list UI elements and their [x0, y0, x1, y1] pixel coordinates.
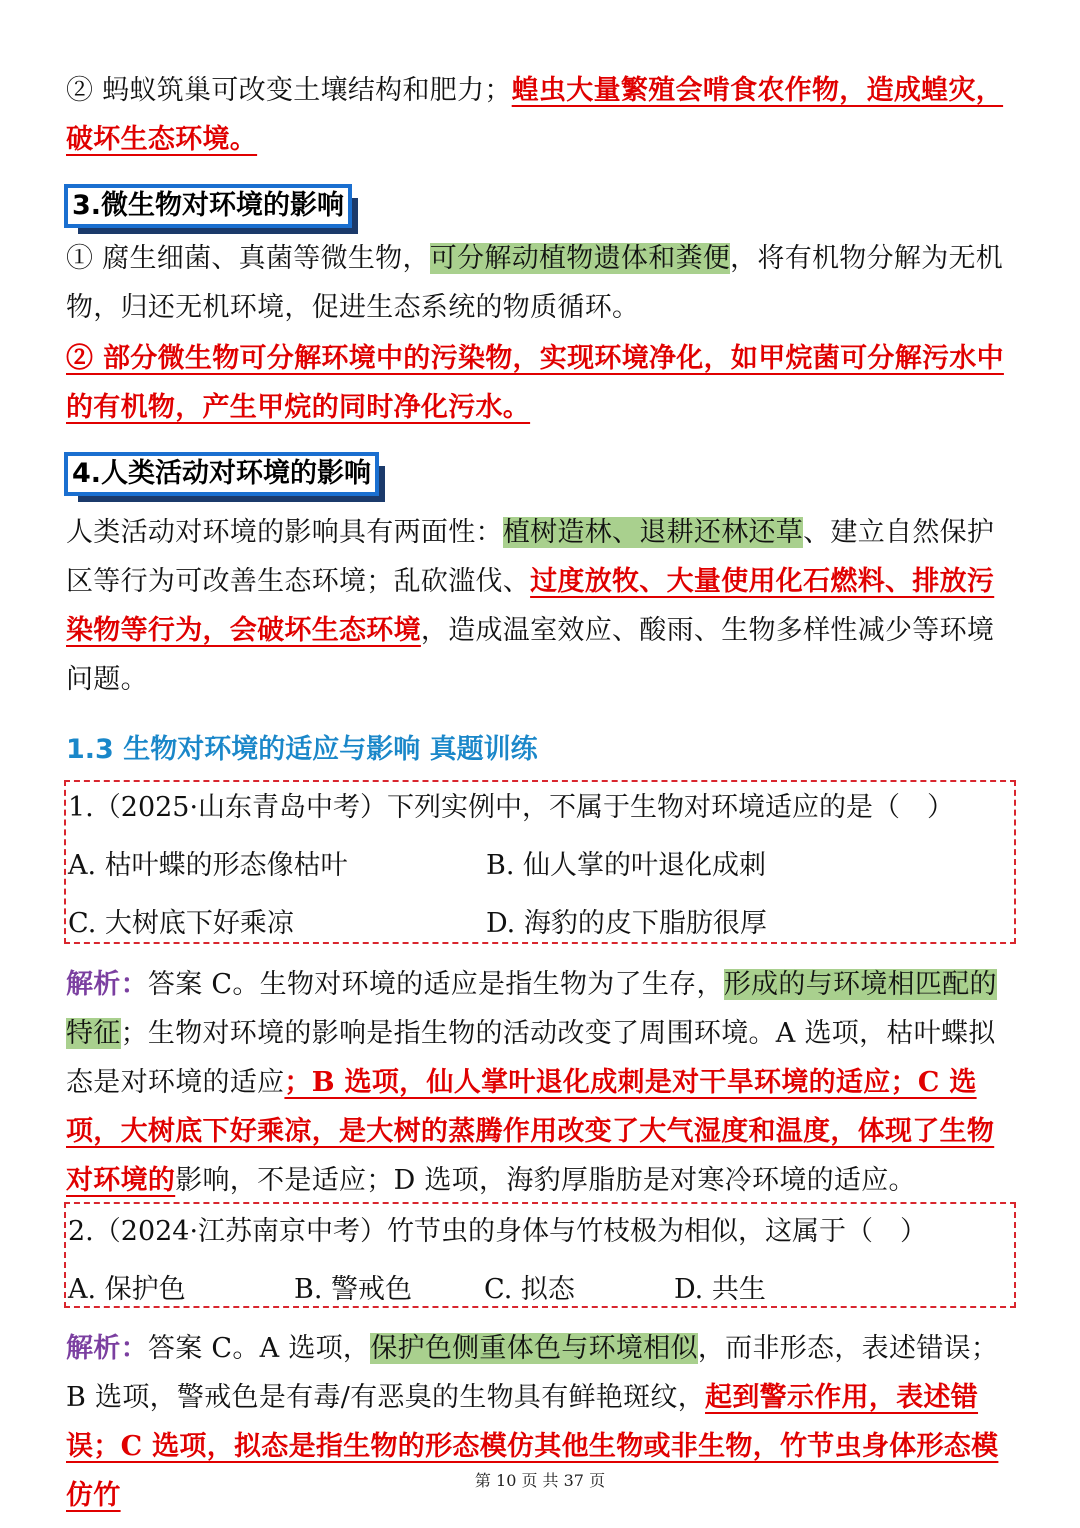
question-2-option-a: A. 保护色 [68, 1274, 186, 1305]
section3-heading [64, 184, 352, 228]
section4-text-b: 、建立自然保护区等行为可改善生态环境；乱砍滥伐、 [66, 517, 995, 597]
question-2-option-d: D. 共生 [674, 1274, 766, 1305]
question-1-analysis-highlight: 形成的与环境相匹配的特征 [66, 969, 997, 1049]
intro-red-text: 蝗虫大量繁殖会啃食农作物，造成蝗灾，破坏生态环境。 [66, 75, 1004, 155]
section4-highlight: 植树造林、退耕还林还草 [502, 517, 804, 548]
practice-section-title: 1.3 生物对环境的适应与影响 真题训练 [66, 734, 538, 765]
question-2-analysis-text-1: 答案 C。A 选项， [147, 1333, 371, 1364]
question-1-analysis-label: 解析： [66, 969, 148, 1000]
section3-p1-text-b: ，将有机物分解为无机物，归还无机环境，促进生态系统的物质循环。 [66, 243, 1004, 323]
question-1-analysis [66, 960, 1016, 1205]
question-2-option-b: B. 警戒色 [294, 1274, 413, 1305]
question-2-analysis-text-2: ，而非形态，表述错误；B 选项，警戒色是有毒/有恶臭的生物具有鲜艳斑纹， [66, 1333, 999, 1413]
question-2-analysis-label: 解析： [66, 1333, 148, 1364]
section4-text-a: 人类活动对环境的影响具有两面性： [66, 517, 503, 548]
question-1-box [64, 780, 1016, 944]
question-1-analysis-text-2: ；生物对环境的影响是指生物的活动改变了周围环境。A 选项，枯叶蝶拟态是对环境的适应 [66, 1018, 996, 1098]
question-1-option-b: B. 仙人掌的叶退化成刺 [486, 850, 767, 881]
page-footer: 第 10 页 共 37 页 [474, 1471, 606, 1490]
question-1-analysis-text-1: 答案 C。生物对环境的适应是指生物为了生存， [147, 969, 724, 1000]
question-1-analysis-text-3: 影响，不是适应；D 选项，海豹厚脂肪是对寒冷环境的适应。 [175, 1165, 916, 1196]
question-1-option-d: D. 海豹的皮下脂肪很厚 [486, 908, 767, 939]
section4-text-c: ，造成温室效应、酸雨、生物多样性减少等环境问题。 [66, 615, 995, 695]
intro-plain-text: ② 蚂蚁筑巢可改变土壤结构和肥力； [66, 75, 512, 106]
question-2-analysis-red-text: 起到警示作用，表述错误；C 选项，拟态是指生物的形态模仿其他生物或非生物，竹节虫身体形态模仿竹 [66, 1382, 999, 1511]
section4-paragraph [66, 508, 1016, 704]
question-1-analysis-red-text: ；B 选项，仙人掌叶退化成刺是对干旱环境的适应；C 选项，大树底下好乘凉，是大树的蒸腾作用改变了大气湿度和温度，体现了生物对环境的 [66, 1067, 995, 1196]
section3-paragraph-1 [66, 234, 1016, 332]
question-2-box [64, 1202, 1016, 1308]
section3-p2-red-text: ② 部分微生物可分解环境中的污染物，实现环境净化，如甲烷菌可分解污水中的有机物，产生甲烷的同时净化污水。 [66, 343, 1004, 423]
section4-heading-text: 4.人类活动对环境的影响 [72, 458, 372, 489]
section4-red-text: 过度放牧、大量使用化石燃料、排放污染物等行为，会破坏生态环境 [66, 566, 995, 646]
question-1-option-c: C. 大树底下好乘凉 [68, 908, 294, 939]
question-2-analysis-highlight: 保护色侧重体色与环境相似 [370, 1333, 698, 1364]
question-2-stem: 2.（2024·江苏南京中考）竹节虫的身体与竹枝极为相似，这属于（ ） [68, 1216, 928, 1247]
section4-heading [64, 452, 379, 496]
section3-heading-text: 3.微生物对环境的影响 [72, 190, 345, 221]
section3-paragraph-2 [66, 334, 1016, 432]
section3-p1-text-a: ① 腐生细菌、真菌等微生物， [66, 243, 430, 274]
question-1-stem: 1.（2025·山东青岛中考）下列实例中，不属于生物对环境适应的是（ ） [68, 792, 955, 823]
intro-paragraph [66, 66, 1016, 164]
section3-p1-highlight: 可分解动植物遗体和粪便 [429, 243, 731, 274]
question-2-option-c: C. 拟态 [484, 1274, 575, 1305]
question-1-option-a: A. 枯叶蝶的形态像枯叶 [68, 850, 348, 881]
